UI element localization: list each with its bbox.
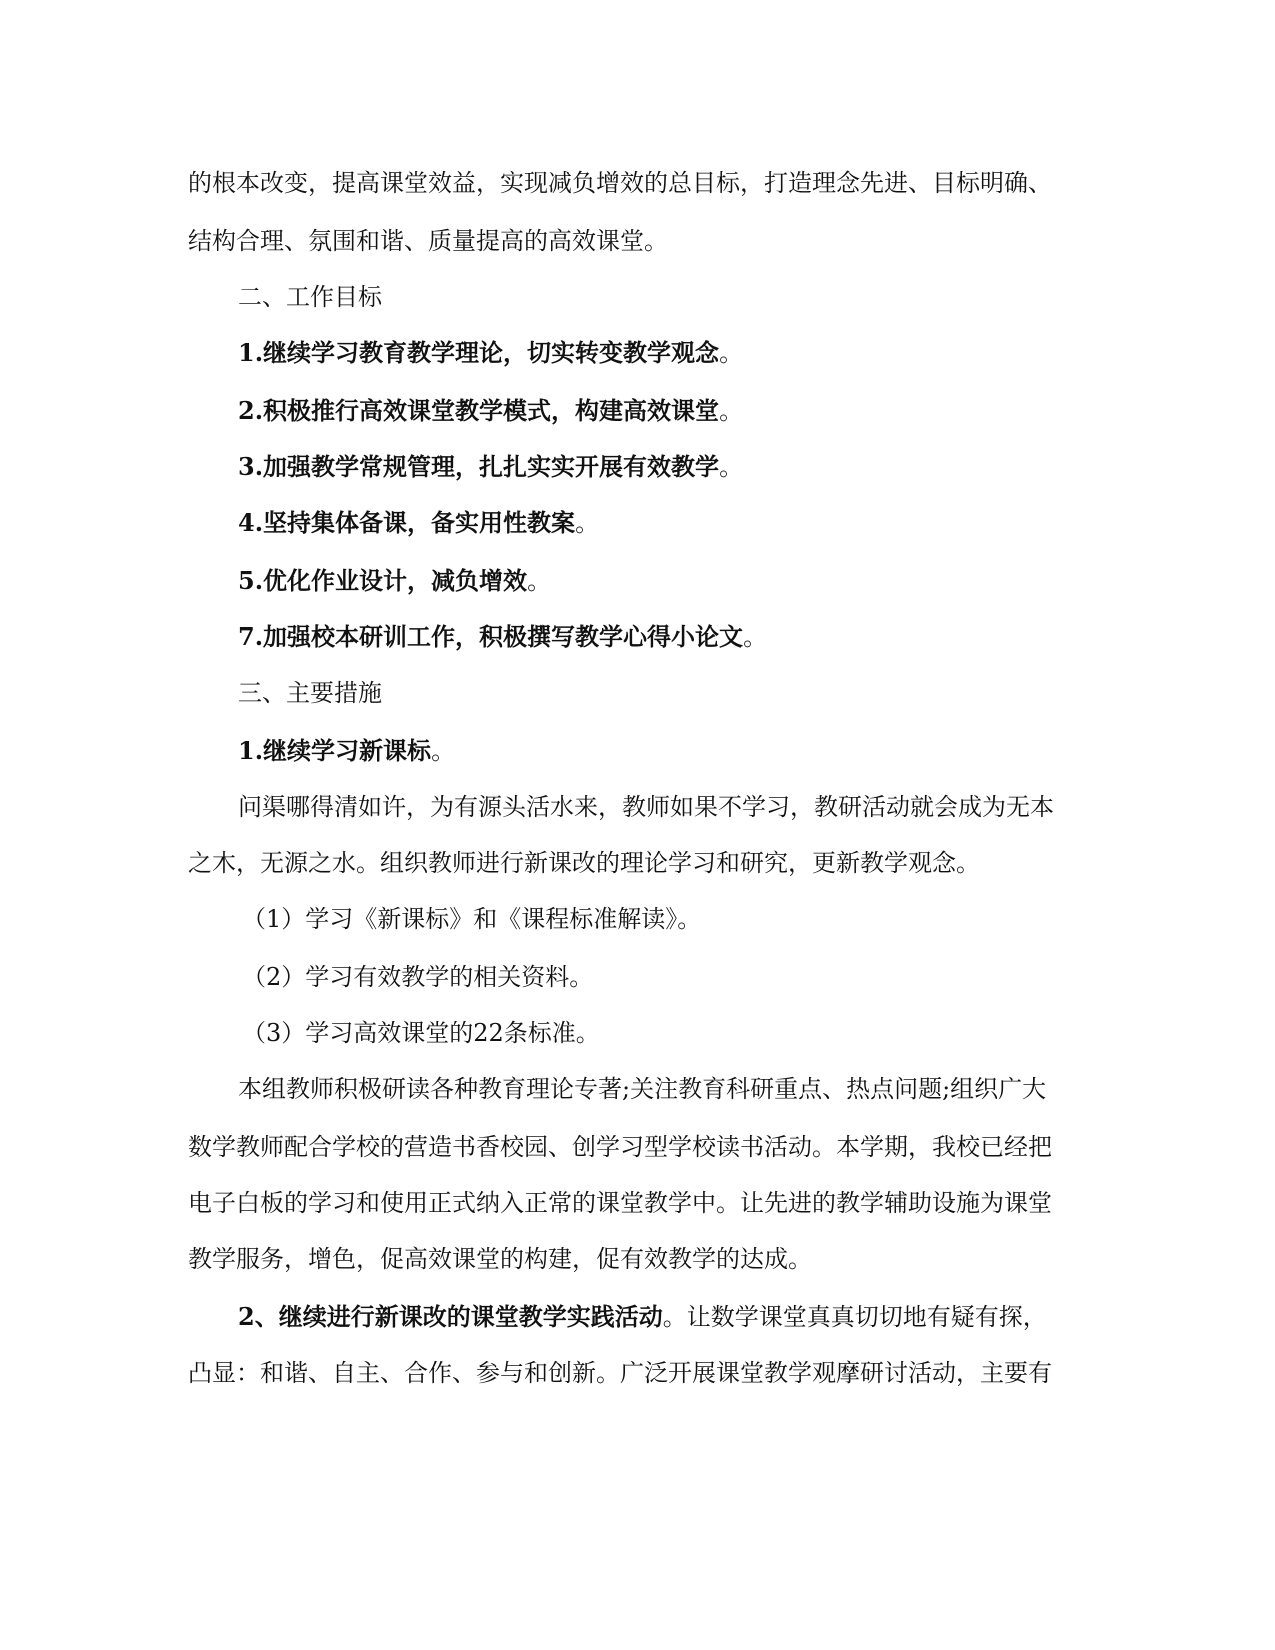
body-paragraph: 的根本改变，提高课堂效益，实现减负增效的总目标，打造理念先进、目标明确、 bbox=[188, 169, 1052, 197]
list-item: （2）学习有效教学的相关资料。 bbox=[242, 963, 594, 991]
body-paragraph: 结构合理、氛围和谐、质量提高的高效课堂。 bbox=[188, 227, 668, 255]
body-paragraph: 电子白板的学习和使用正式纳入正常的课堂教学中。让先进的教学辅助设施为课堂 bbox=[188, 1189, 1052, 1217]
goal-item: 2.积极推行高效课堂教学模式，构建高效课堂。 bbox=[238, 396, 744, 425]
goal-item: 7.加强校本研训工作，积极撰写教学心得小论文。 bbox=[238, 622, 768, 651]
goal-item: 4.坚持集体备课，备实用性教案。 bbox=[238, 508, 600, 537]
list-item: （3）学习高效课堂的22条标准。 bbox=[242, 1019, 600, 1047]
body-paragraph: 教学服务，增色，促高效课堂的构建，促有效教学的达成。 bbox=[188, 1245, 812, 1273]
measure-heading: 2、继续进行新课改的课堂教学实践活动。让数学课堂真真切切地有疑有探， bbox=[238, 1302, 1047, 1331]
section-heading: 三、主要措施 bbox=[238, 679, 382, 707]
goal-item: 3.加强教学常规管理，扎扎实实开展有效教学。 bbox=[238, 452, 744, 481]
list-item: （1）学习《新课标》和《课程标准解读》。 bbox=[242, 905, 702, 933]
measure-heading: 1.继续学习新课标。 bbox=[238, 736, 456, 765]
body-paragraph: 凸显：和谐、自主、合作、参与和创新。广泛开展课堂教学观摩研讨活动，主要有 bbox=[188, 1359, 1052, 1387]
goal-item: 1.继续学习教育教学理论，切实转变教学观念。 bbox=[238, 338, 744, 367]
body-paragraph: 数学教师配合学校的营造书香校园、创学习型学校读书活动。本学期，我校已经把 bbox=[188, 1133, 1052, 1161]
section-heading: 二、工作目标 bbox=[238, 283, 382, 311]
body-paragraph: 问渠哪得清如许，为有源头活水来，教师如果不学习，教研活动就会成为无本 bbox=[238, 793, 1054, 821]
body-paragraph: 本组教师积极研读各种教育理论专著;关注教育科研重点、热点问题;组织广大 bbox=[238, 1075, 1047, 1103]
goal-item: 5.优化作业设计，减负增效。 bbox=[238, 566, 552, 595]
body-paragraph: 之木，无源之水。组织教师进行新课改的理论学习和研究，更新教学观念。 bbox=[188, 849, 980, 877]
